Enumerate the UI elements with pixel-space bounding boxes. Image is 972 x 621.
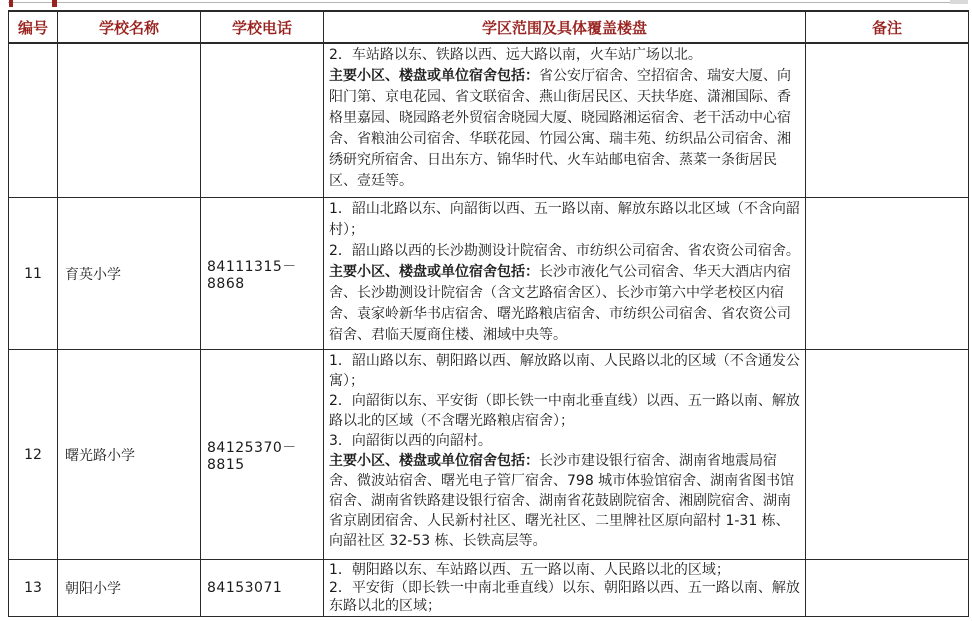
- district-paragraph: [329, 351, 801, 391]
- id-cell: 12: [9, 350, 58, 560]
- cropped-text-fragment: [9, 0, 13, 7]
- table-row: [9, 350, 969, 560]
- name-cell: 朝阳小学: [58, 560, 201, 617]
- cropped-row-border-line: [8, 2, 968, 3]
- district-paragraph: [329, 45, 801, 66]
- district-paragraph: [329, 391, 801, 431]
- id-cell: 13: [9, 560, 58, 617]
- table-row: [9, 560, 969, 617]
- note-cell: [806, 43, 969, 198]
- district-text: 2．韶山路以西的长沙勘测设计院宿舍、市纺织公司宿舍、省农资公司宿舍。: [329, 243, 800, 259]
- district-paragraph: [329, 451, 801, 551]
- table-row: [9, 198, 969, 350]
- district-paragraph: [329, 199, 801, 241]
- cropped-text-fragment: [52, 0, 57, 7]
- name-cell: [58, 43, 201, 198]
- header-cell-note: 备注: [806, 11, 969, 43]
- district-text: 1．韶山北路以东、向韶街以西、五一路以南、解放东路以北区域（不含向韶村）；: [329, 201, 800, 238]
- district-cell: [324, 198, 806, 350]
- district-paragraph: [329, 241, 801, 262]
- header-cell-id: 编号: [9, 11, 58, 43]
- district-text: 长沙市建设银行宿舍、湖南省地震局宿舍、微波站宿舍、曙光电子管厂宿舍、798 城市体验馆宿舍、湖南省图书馆宿舍、湖南省铁路建设银行宿舍、湖南省花鼓剧院宿舍、湘剧院宿舍、湖南省京剧团宿舍、人民新村社区、曙光社区、二里牌社区原向韶村 1-31 栋、向韶社区 32-53 栋、长铁高层等。: [329, 453, 795, 549]
- school-district-table: [8, 10, 969, 617]
- phone-cell: [201, 43, 324, 198]
- id-cell: [9, 43, 58, 198]
- district-paragraph: [329, 431, 801, 451]
- district-text: 省公安厅宿舍、空招宿舍、瑞安大厦、向阳门第、京电花园、省文联宿舍、燕山街居民区、天扶华庭、潇湘国际、香格里嘉园、晓园路老外贸宿舍晓园大厦、晓园路湘运宿舍、老干活动中心宿舍、省粮油公司宿舍、华联花园、竹园公寓、瑞丰苑、纺织品公司宿舍、湘绣研究所宿舍、日出东方、锦华时代、火车站邮电宿舍、蒸菜一条街居民区、壹廷等。: [329, 68, 791, 189]
- header-cell-school-phone: 学校电话: [201, 11, 324, 43]
- district-paragraph: [329, 262, 801, 346]
- district-cell: [324, 350, 806, 560]
- district-paragraph: [329, 561, 801, 579]
- note-cell: [806, 350, 969, 560]
- district-cell: [324, 560, 806, 617]
- phone-cell: 84111315－8868: [201, 198, 324, 350]
- district-bold-label: 主要小区、楼盘或单位宿舍包括：: [329, 453, 539, 469]
- header-cell-district-range: 学区范围及具体覆盖楼盘: [324, 11, 806, 43]
- table-header-row: [9, 11, 969, 43]
- district-bold-label: 主要小区、楼盘或单位宿舍包括：: [329, 264, 539, 280]
- cropped-ui-fragment: [950, 0, 968, 4]
- district-text: 长沙市液化气公司宿舍、华天大酒店内宿舍、长沙勘测设计院宿舍（含文艺路宿舍区）、长沙市第六中学老校区内宿舍、袁家岭新华书店宿舍、曙光路粮店宿舍、市纺织公司宿舍、省农资公司宿舍、君临天厦商住楼、湘域中央等。: [329, 264, 791, 343]
- table-row: [9, 43, 969, 198]
- name-cell: 育英小学: [58, 198, 201, 350]
- phone-cell: 84153071: [201, 560, 324, 617]
- district-bold-label: 主要小区、楼盘或单位宿舍包括：: [329, 68, 539, 84]
- district-text: 3．向韶街以西的向韶村。: [329, 433, 492, 449]
- note-cell: [806, 560, 969, 617]
- district-cell: [324, 43, 806, 198]
- name-cell: 曙光路小学: [58, 350, 201, 560]
- header-cell-school-name: 学校名称: [58, 11, 201, 43]
- district-paragraph: [329, 66, 801, 192]
- district-text: 2．平安街（即长铁一中南北垂直线）以东、朝阳路以西、五一路以南、解放东路以北的区域；: [329, 580, 800, 614]
- id-cell: 11: [9, 198, 58, 350]
- note-cell: [806, 198, 969, 350]
- phone-cell: 84125370－8815: [201, 350, 324, 560]
- district-text: 2．车站路以东、铁路以西、远大路以南，火车站广场以北。: [329, 47, 702, 63]
- district-text: 1．朝阳路以东、车站路以西、五一路以南、人民路以北的区域；: [329, 562, 730, 578]
- district-text: 2．向韶街以东、平安街（即长铁一中南北垂直线）以西、五一路以南、解放路以北的区域（不含曙光路粮店宿舍）；: [329, 393, 800, 429]
- table-body: [9, 43, 969, 617]
- district-paragraph: [329, 579, 801, 615]
- district-text: 1．韶山路以东、朝阳路以西、解放路以南、人民路以北的区域（不含通发公寓）；: [329, 353, 800, 389]
